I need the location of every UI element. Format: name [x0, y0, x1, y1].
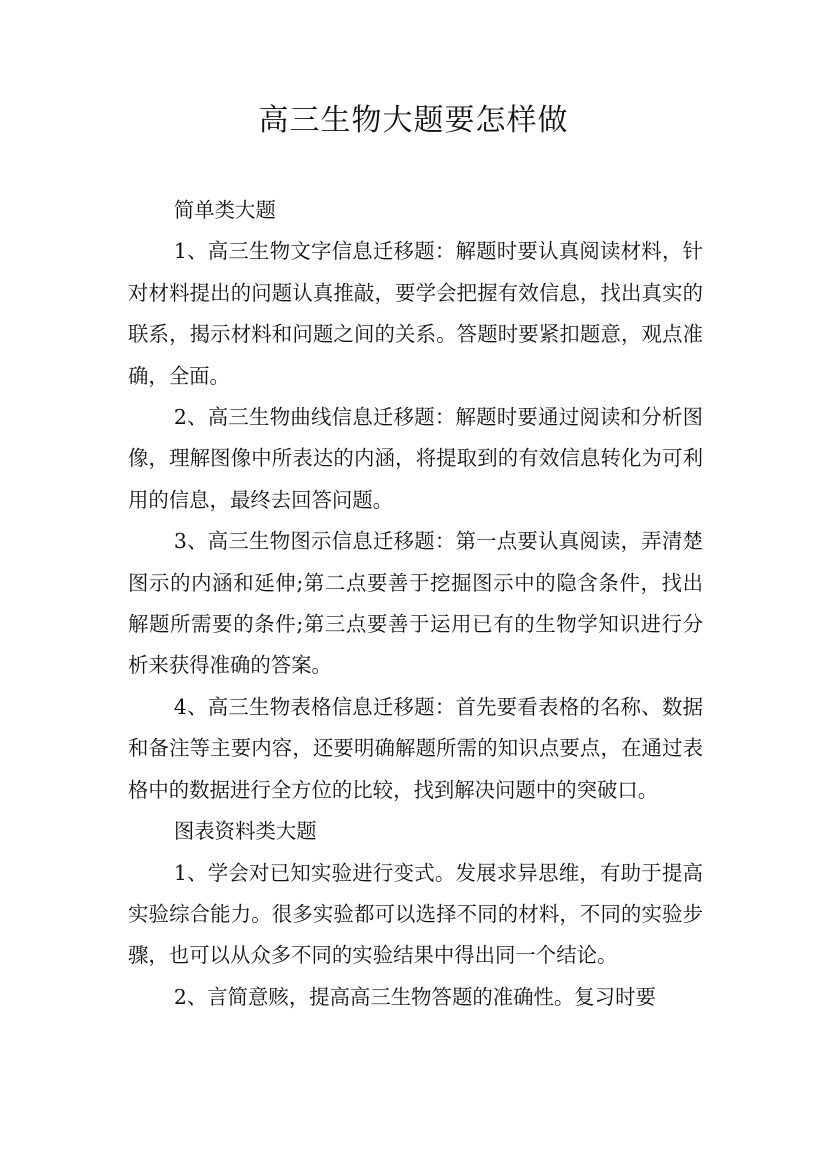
paragraph: 4、高三生物表格信息迁移题：首先要看表格的名称、数据和备注等主要内容，还要明确解题所需的知识点要点，在通过表格中的数据进行全方位的比较，找到解决问题中的突破口。: [128, 694, 703, 802]
document-title: 高三生物大题要怎样做: [258, 103, 569, 138]
document-body: [128, 190, 703, 1018]
paragraph: 2、言简意赅，提高高三生物答题的准确性。复习时要: [173, 984, 656, 1009]
paragraph: 1、高三生物文字信息迁移题：解题时要认真阅读材料，针对材料提出的问题认真推敲，要学会把握有效信息，找出真实的联系，揭示材料和问题之间的关系。答题时要紧扣题意，观点准确，全面。: [128, 239, 703, 388]
paragraph: 1、学会对已知实验进行变式。发展求异思维，有助于提高实验综合能力。很多实验都可以选择不同的材料，不同的实验步骤，也可以从众多不同的实验结果中得出同一个结论。: [128, 860, 703, 968]
paragraph: 2、高三生物曲线信息迁移题：解题时要通过阅读和分析图像，理解图像中所表达的内涵，将提取到的有效信息转化为可利用的信息，最终去回答问题。: [128, 405, 703, 512]
paragraph: 3、高三生物图示信息迁移题：第一点要认真阅读，弄清楚图示的内涵和延伸;第二点要善于挖掘图示中的隐含条件，找出解题所需要的条件;第三点要善于运用已有的生物学知识进行分析来获得准确的答案。: [128, 529, 703, 678]
section-heading-chart-data: 图表资料类大题: [173, 819, 317, 844]
section-heading-simple: 简单类大题: [173, 198, 276, 222]
